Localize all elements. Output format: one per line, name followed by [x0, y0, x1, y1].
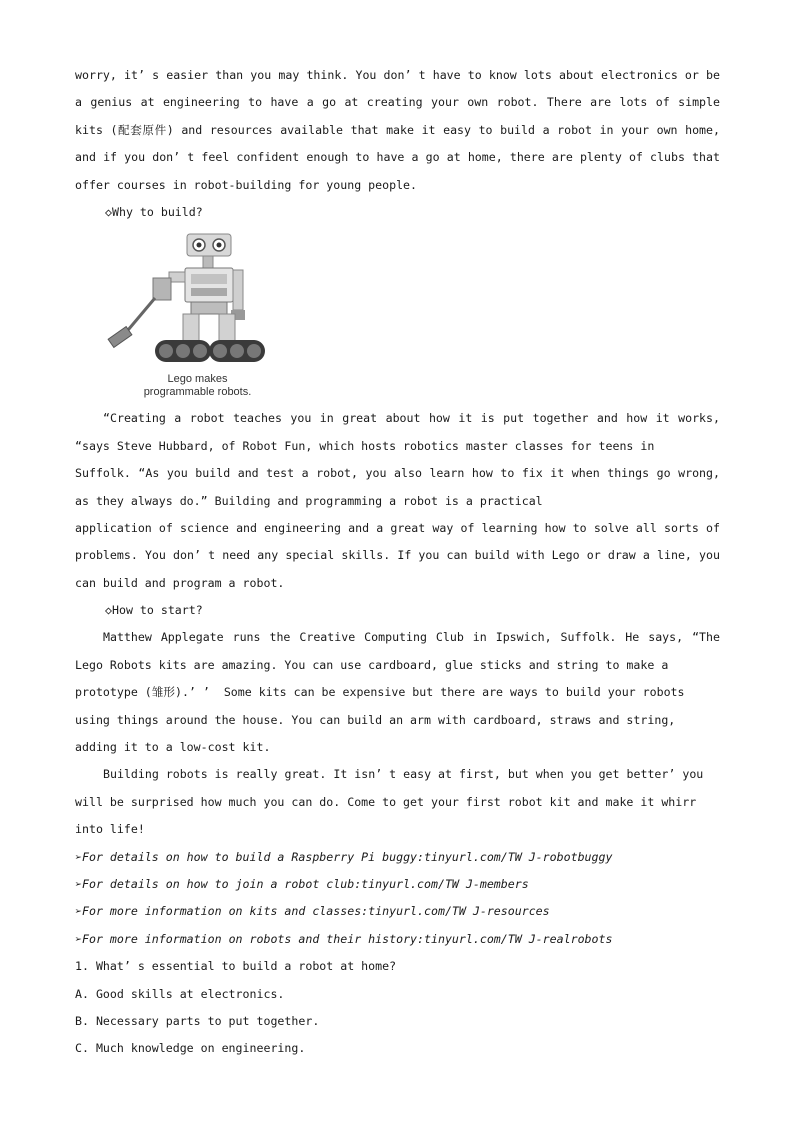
- link-item: [75, 844, 720, 871]
- text-line: a genius at engineering to have a go at creating your own robot. There are lots of simple: [75, 95, 720, 110]
- arrow-bullet-icon: ➢: [75, 876, 82, 891]
- text-line: offer courses in robot-building for young people.: [75, 177, 418, 192]
- links-list: [75, 844, 720, 954]
- link-text: For more information on kits and classes:tinyurl.com/TW J-resources: [81, 904, 550, 919]
- figure-caption-line: programmable robots.: [143, 386, 252, 399]
- question-block: [75, 953, 720, 1063]
- arrow-bullet-icon: ➢: [75, 904, 82, 919]
- link-item: [75, 926, 720, 953]
- question-stem: 1. What’ s essential to build a robot at home?: [75, 959, 397, 974]
- heading-why-to-build: ◇Why to build?: [105, 204, 203, 219]
- question-option: C. Much knowledge on engineering.: [75, 1041, 306, 1056]
- text-line: application of science and engineering and a great way of learning how to solve all sorts of: [75, 520, 720, 535]
- text-line: adding it to a low-cost kit.: [75, 740, 271, 755]
- text-line: can build and program a robot.: [75, 575, 285, 590]
- text-line: worry, it’ s easier than you may think. You don’ t have to know lots about electronics or be: [75, 68, 720, 82]
- text-line: will be surprised how much you can do. Come to get your first robot kit and make it whirr: [75, 794, 697, 809]
- text-line: Suffolk. “As you build and test a robot, you also learn how to fix it when things go wrong,: [75, 466, 720, 481]
- text-line: and if you don’ t feel confident enough to have a go at home, there are plenty of clubs that: [75, 150, 720, 165]
- link-text: For more information on robots and their history:tinyurl.com/TW J-realrobots: [81, 931, 613, 946]
- lego-robot-figure: [105, 228, 275, 403]
- text-line: “Creating a robot teaches you in great about how it is put together and how it works,: [103, 411, 720, 426]
- figure-caption-line: Lego makes: [167, 373, 228, 386]
- document-page: [75, 62, 720, 1063]
- arrow-bullet-icon: ➢: [75, 849, 82, 864]
- text-line: “says Steve Hubbard, of Robot Fun, which hosts robotics master classes for teens in: [75, 438, 655, 453]
- link-text: For details on how to join a robot club:tinyurl.com/TW J-members: [81, 876, 529, 891]
- text-line: prototype (雏形).’ ’ Some kits can be expensive but there are ways to build your robots: [75, 685, 685, 700]
- lego-robot-image: [105, 228, 275, 378]
- text-line: kits (配套原件) and resources available that make it easy to build a robot in your own home,: [75, 122, 720, 137]
- text-line: Lego Robots kits are amazing. You can use cardboard, glue sticks and string to make a: [75, 657, 669, 672]
- link-text: For details on how to build a Raspberry Pi buggy:tinyurl.com/TW J-robotbuggy: [81, 849, 613, 864]
- why-paragraph: [75, 405, 720, 597]
- question-option: A. Good skills at electronics.: [75, 986, 285, 1001]
- arrow-bullet-icon: ➢: [75, 931, 82, 946]
- text-line: problems. You don’ t need any special skills. If you can build with Lego or draw a line, you: [75, 548, 720, 563]
- text-line: using things around the house. You can build an arm with cardboard, straws and string,: [75, 712, 676, 727]
- text-line: Matthew Applegate runs the Creative Computing Club in Ipswich, Suffolk. He says, “The: [103, 630, 720, 645]
- start-paragraph: [75, 624, 720, 761]
- link-item: [75, 898, 720, 925]
- text-line: as they always do.” Building and programming a robot is a practical: [75, 493, 543, 508]
- closing-paragraph: [75, 761, 720, 843]
- text-line: Building robots is really great. It isn’ t easy at first, but when you get better’ you: [103, 767, 704, 782]
- heading-how-to-start: ◇How to start?: [105, 603, 203, 618]
- link-item: [75, 871, 720, 898]
- intro-paragraph: [75, 62, 720, 199]
- text-line: into life!: [75, 822, 145, 837]
- question-option: B. Necessary parts to put together.: [75, 1013, 320, 1028]
